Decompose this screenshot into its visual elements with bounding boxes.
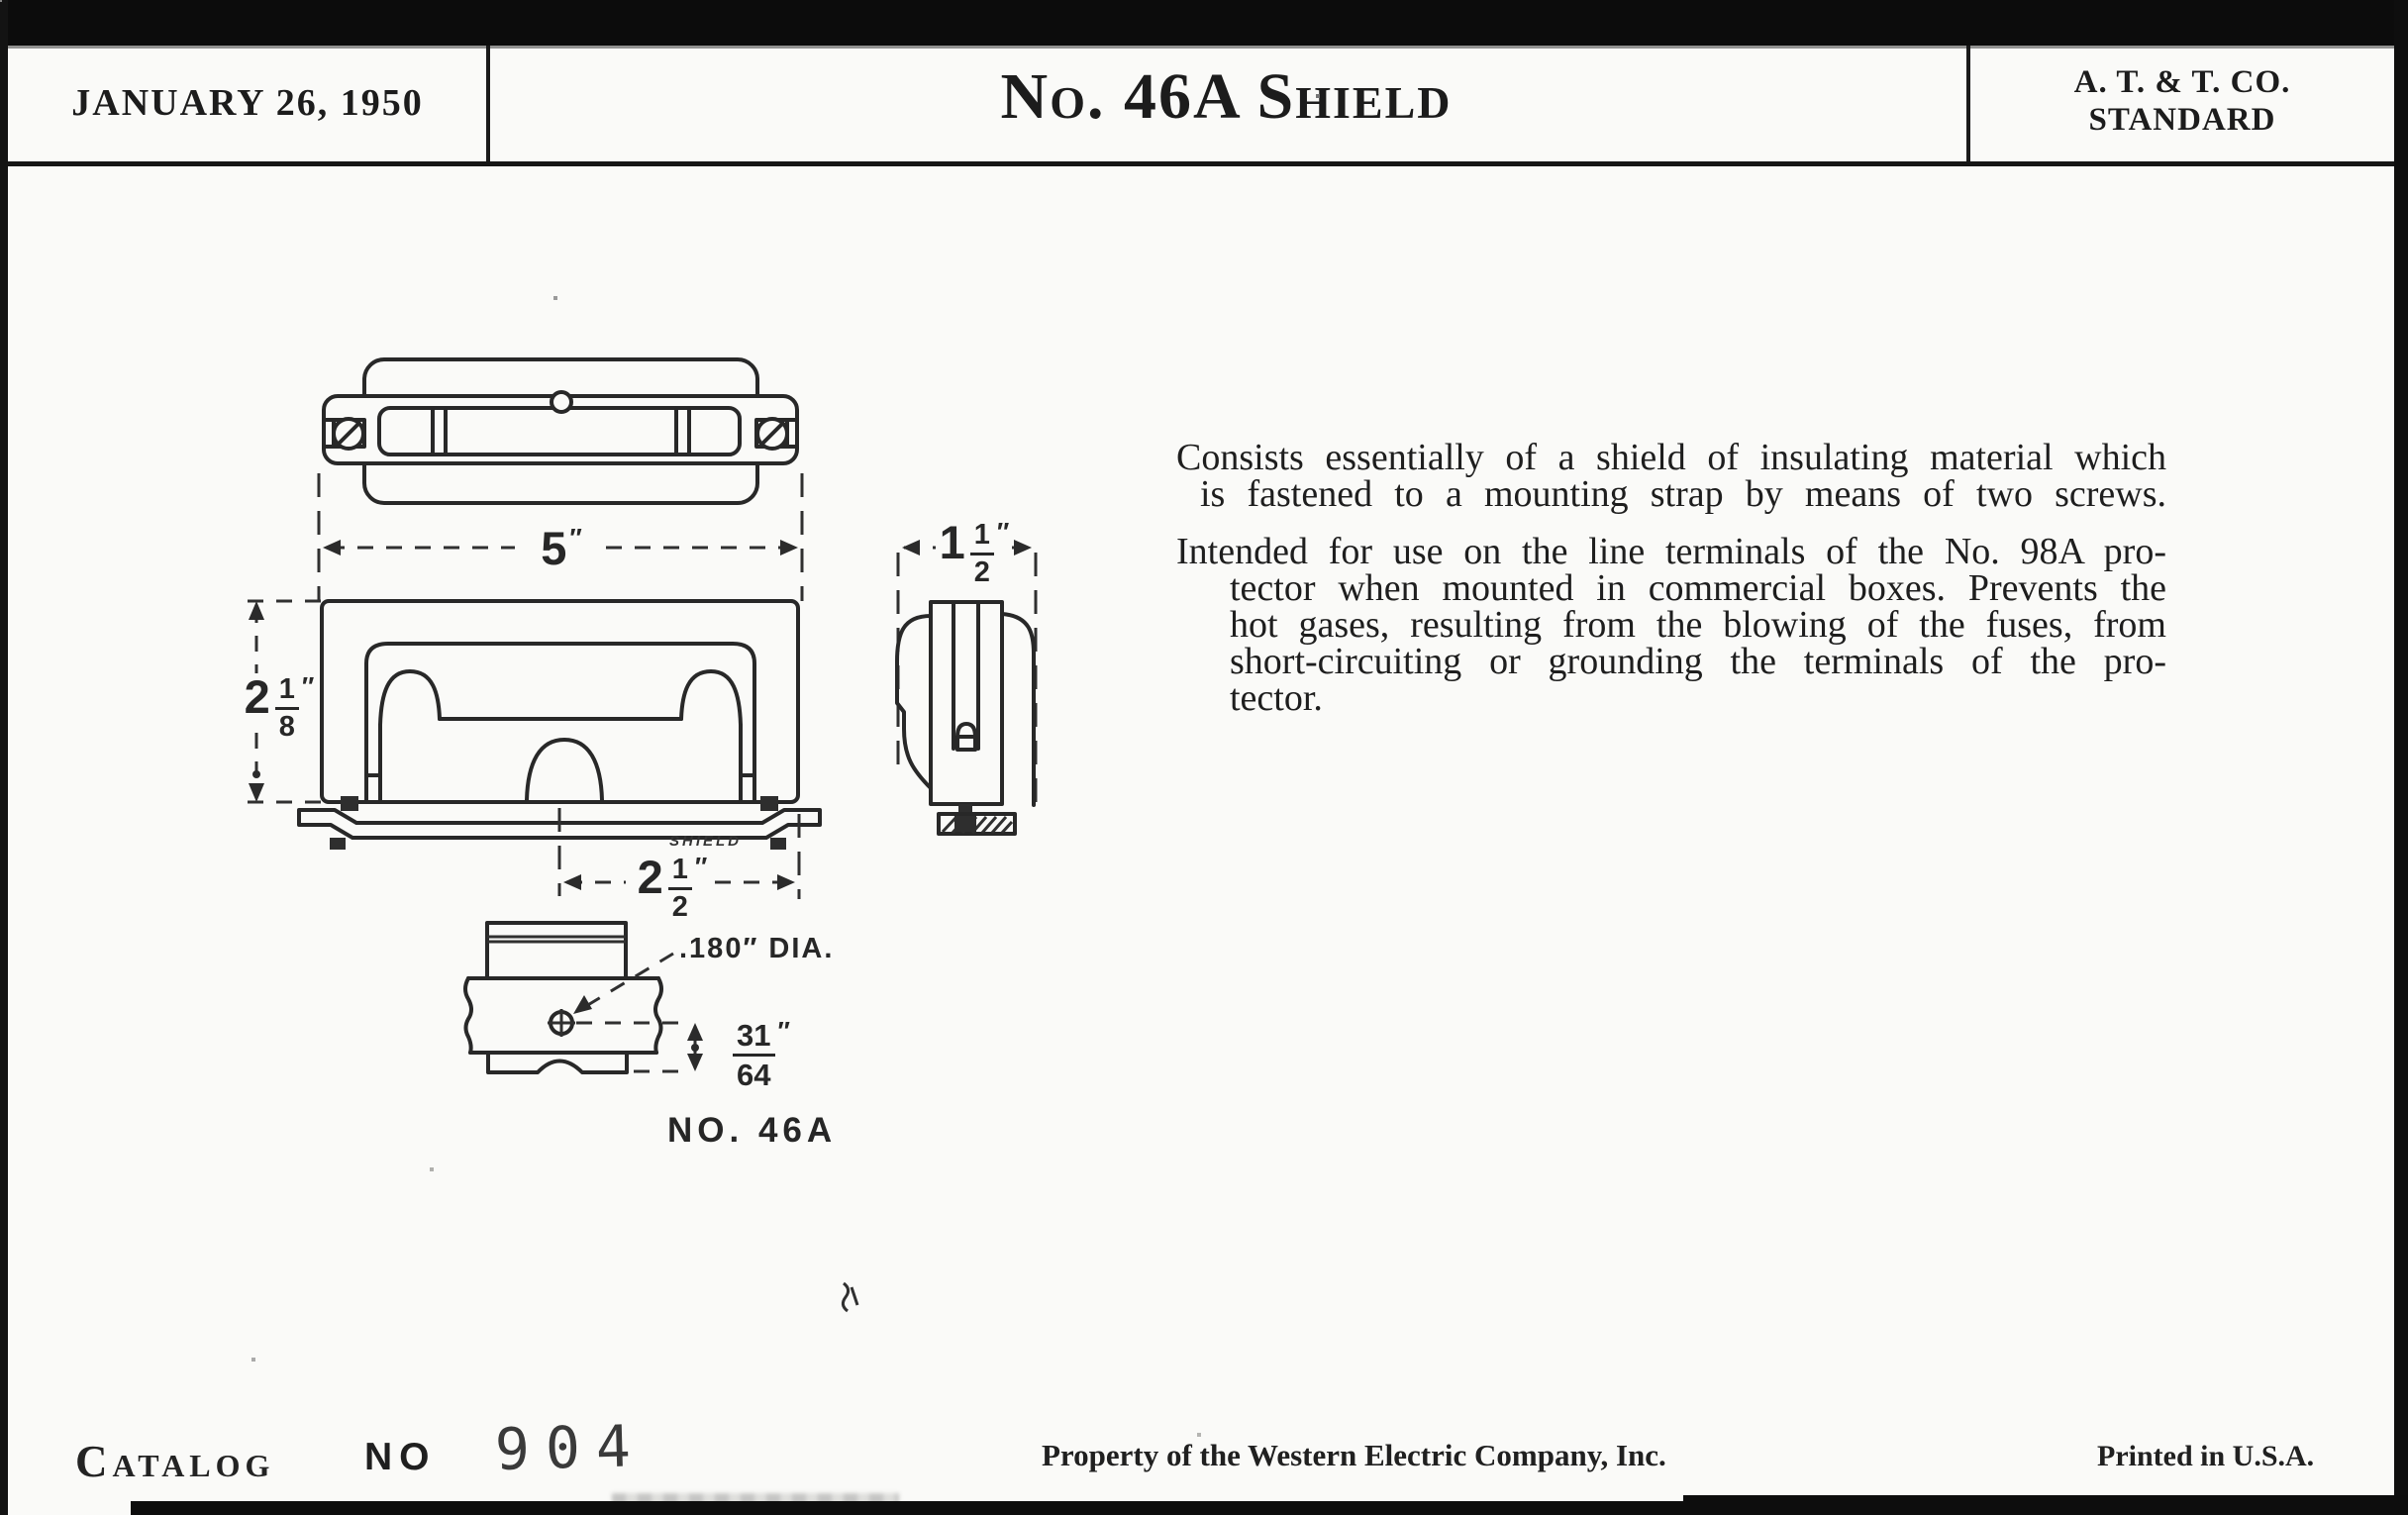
- shield-part-caption: SHIELD: [669, 833, 743, 850]
- figure-number-caption: NO. 46A: [667, 1111, 838, 1150]
- standard-designation: STANDARD: [2088, 102, 2276, 138]
- bottom-view-drawing: [465, 923, 703, 1072]
- hole-diameter-label: .180″ DIA.: [679, 933, 835, 964]
- dim-height-label: 2 $\frac{1}{8}$ ″: [244, 670, 313, 743]
- description-line: tector.: [1230, 677, 1323, 719]
- printed-notice: Printed in U.S.A.: [2097, 1440, 2315, 1472]
- catalog-number-stamp: 904: [494, 1412, 648, 1483]
- description-line: Consists essentially of a shield of insulating material which: [1176, 437, 2166, 478]
- scan-border-top: [0, 0, 2408, 46]
- description-block: [1176, 437, 2166, 719]
- scan-border-bottom-right: [1683, 1495, 2408, 1515]
- issue-date: JANUARY 26, 1950: [71, 82, 424, 124]
- dim-depth-label: 1 $\frac{1}{2}$ ″: [939, 516, 1008, 588]
- description-line: tector when mounted in commercial boxes. Prevents the: [1230, 567, 2166, 609]
- ink-artifact: [843, 1283, 857, 1311]
- description-line: Intended for use on the line terminals of the No. 98A pro-: [1176, 531, 2166, 572]
- hole-offset-label: $\frac{31}{64}$ ″: [711, 1018, 810, 1090]
- scan-border-right: [2394, 0, 2408, 1515]
- dim-strap-label: 2 $\frac{1}{2}$ ″: [637, 851, 706, 923]
- description-line: short-circuiting or grounding the terminals of the pro-: [1230, 641, 2166, 682]
- scan-border-left: [0, 0, 8, 1515]
- organization-name: A. T. & T. CO.: [2073, 64, 2291, 100]
- description-line: hot gases, resulting from the blowing of the fuses, from: [1230, 604, 2166, 646]
- catalog-no-label: NO: [364, 1436, 437, 1478]
- page-title: No. 46A Shield: [1000, 60, 1453, 133]
- dim-width-label: 5 ″: [541, 522, 580, 574]
- property-notice: Property of the Western Electric Company, Inc.: [1042, 1438, 1666, 1472]
- catalog-label: Catalog: [75, 1437, 275, 1486]
- top-view-drawing: [324, 359, 797, 503]
- scan-speckles: [0, 0, 2, 2]
- description-line: is fastened to a mounting strap by means of two screws.: [1200, 473, 2166, 515]
- dim-width-value: 5: [541, 522, 567, 574]
